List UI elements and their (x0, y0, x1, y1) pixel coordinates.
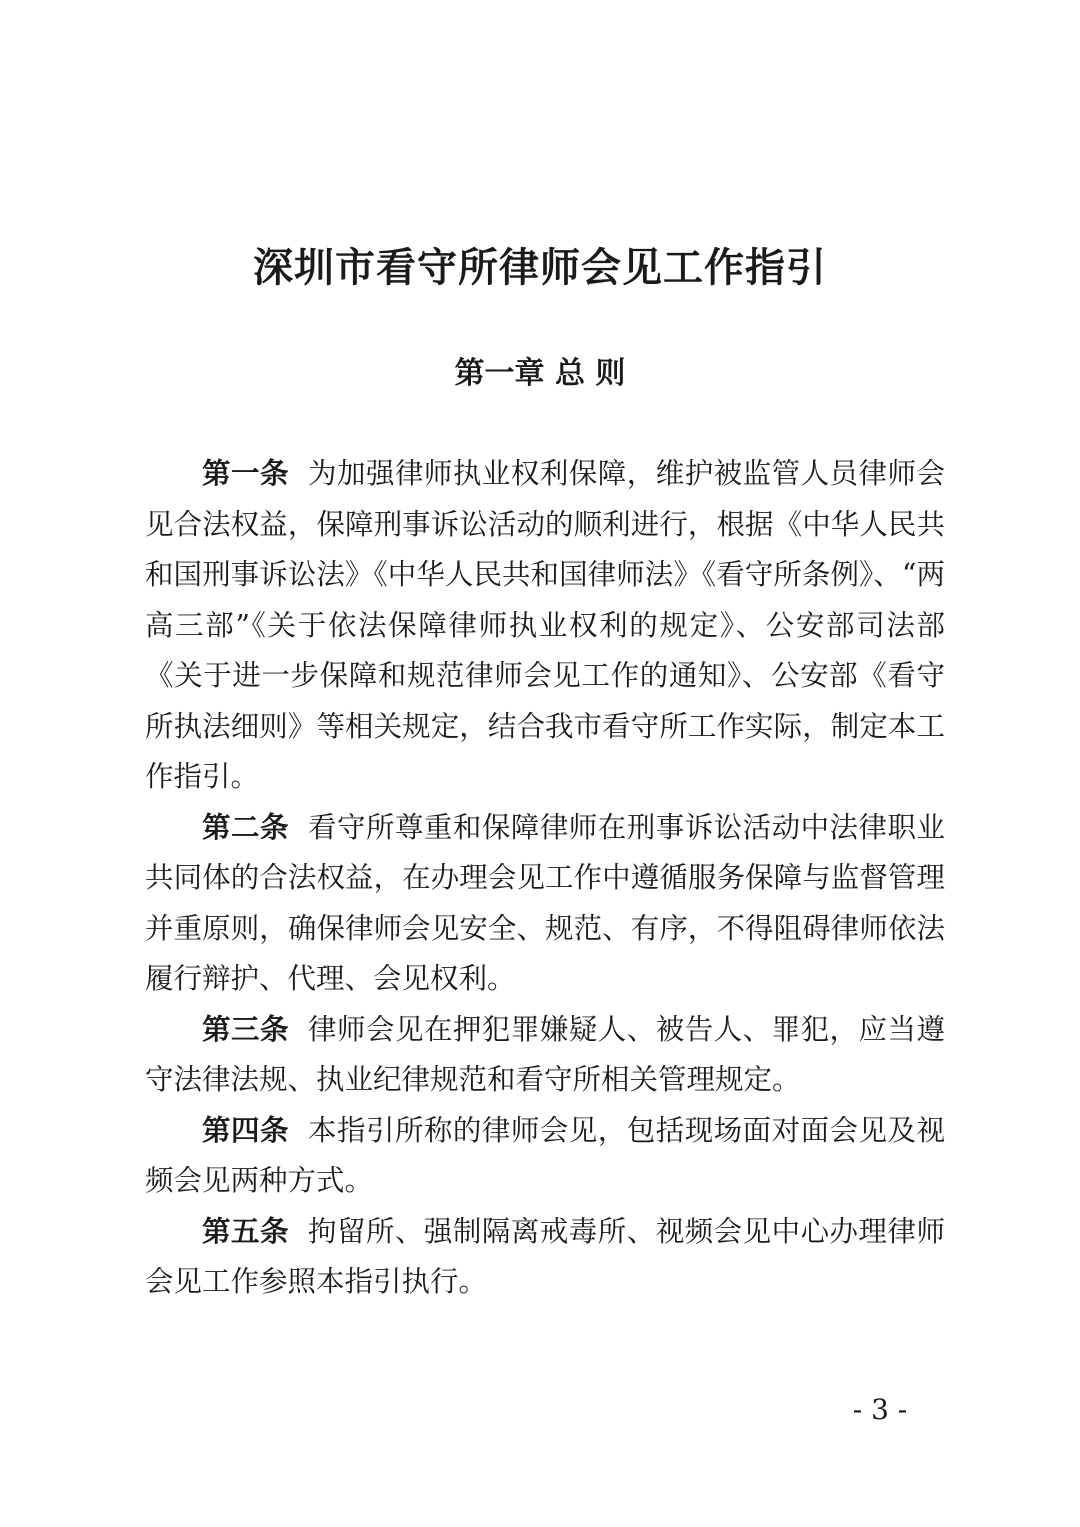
article-text: 本指引所称的律师会见，包括现场面对面会见及视频会见两种方式。 (145, 1113, 945, 1197)
page-title: 深圳市看守所律师会见工作指引 (253, 244, 827, 291)
article-3 (145, 1005, 945, 1106)
article-text: 拘留所、强制隔离戒毒所、视频会见中心办理律师会见工作参照本指引执行。 (145, 1214, 945, 1298)
document-body (145, 449, 945, 1308)
article-label: 第三条 (202, 1012, 289, 1046)
article-text: 看守所尊重和保障律师在刑事诉讼活动中法律职业共同体的合法权益，在办理会见工作中遵循服务保障与监督管理并重原则，确保律师会见安全、规范、有序，不得阻碍律师依法履行辩护、代理、会见权利。 (145, 810, 945, 995)
article-label: 第四条 (202, 1113, 289, 1147)
article-label: 第二条 (202, 810, 289, 844)
article-2 (145, 803, 945, 1005)
article-1 (145, 449, 945, 803)
article-label: 第一条 (202, 457, 289, 490)
article-text: 为加强律师执业权利保障，维护被监管人员律师会见合法权益，保障刑事诉讼活动的顺利进行，根据《中华人民共和国刑事诉讼法》《中华人民共和国律师法》《看守所条例》、“两高三部”《关于依法保障律师执业权利的规定》、公安部司法部《关于进一步保障和规范律师会见工作的通知》、公安部《看守所执法细则》等相关规定，结合我市看守所工作实际，制定本工作指引。 (145, 457, 945, 793)
page-number: - 3 - (852, 1393, 908, 1426)
article-5 (145, 1207, 945, 1308)
article-4 (145, 1106, 945, 1207)
chapter-heading: 第一章 总 则 (454, 356, 626, 391)
article-label: 第五条 (202, 1214, 289, 1248)
article-text: 律师会见在押犯罪嫌疑人、被告人、罪犯，应当遵守法律法规、执业纪律规范和看守所相关管理规定。 (145, 1012, 945, 1096)
